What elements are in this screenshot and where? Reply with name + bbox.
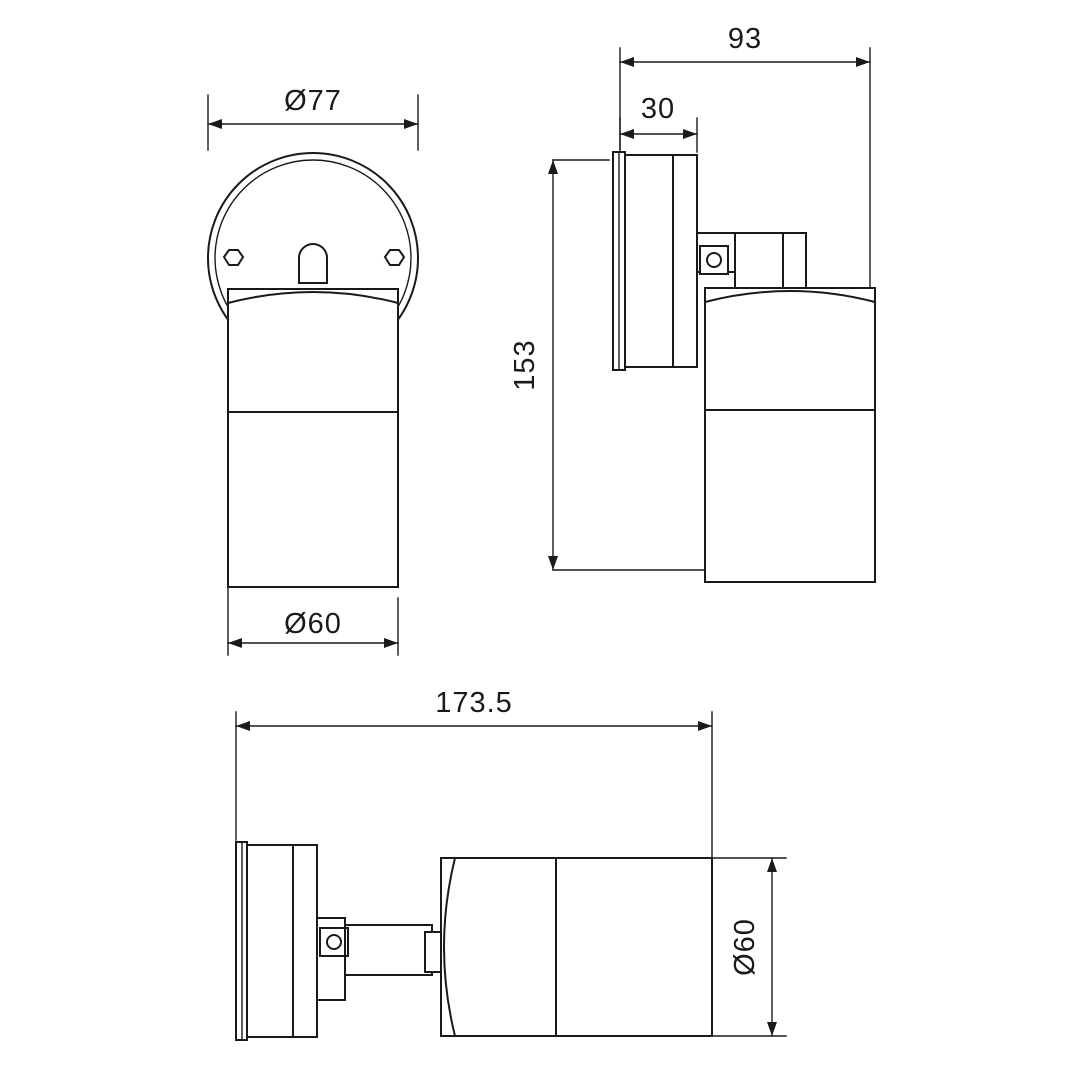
dim-label-dia60-right: Ø60 — [729, 918, 761, 976]
dim-dia60-right — [712, 858, 786, 1036]
dim-label-30: 30 — [640, 93, 676, 125]
dim-label-dia77: Ø77 — [284, 85, 342, 117]
front-view — [208, 85, 418, 655]
dim-label-93: 93 — [727, 23, 763, 55]
dim-label-153: 153 — [509, 339, 541, 391]
extended-view — [236, 687, 786, 1040]
dim-label-dia60-front: Ø60 — [284, 608, 342, 640]
side-view — [509, 23, 875, 582]
dim-173-5 — [236, 687, 712, 858]
dim-label-173-5: 173.5 — [435, 687, 513, 719]
dim-30 — [620, 93, 697, 152]
